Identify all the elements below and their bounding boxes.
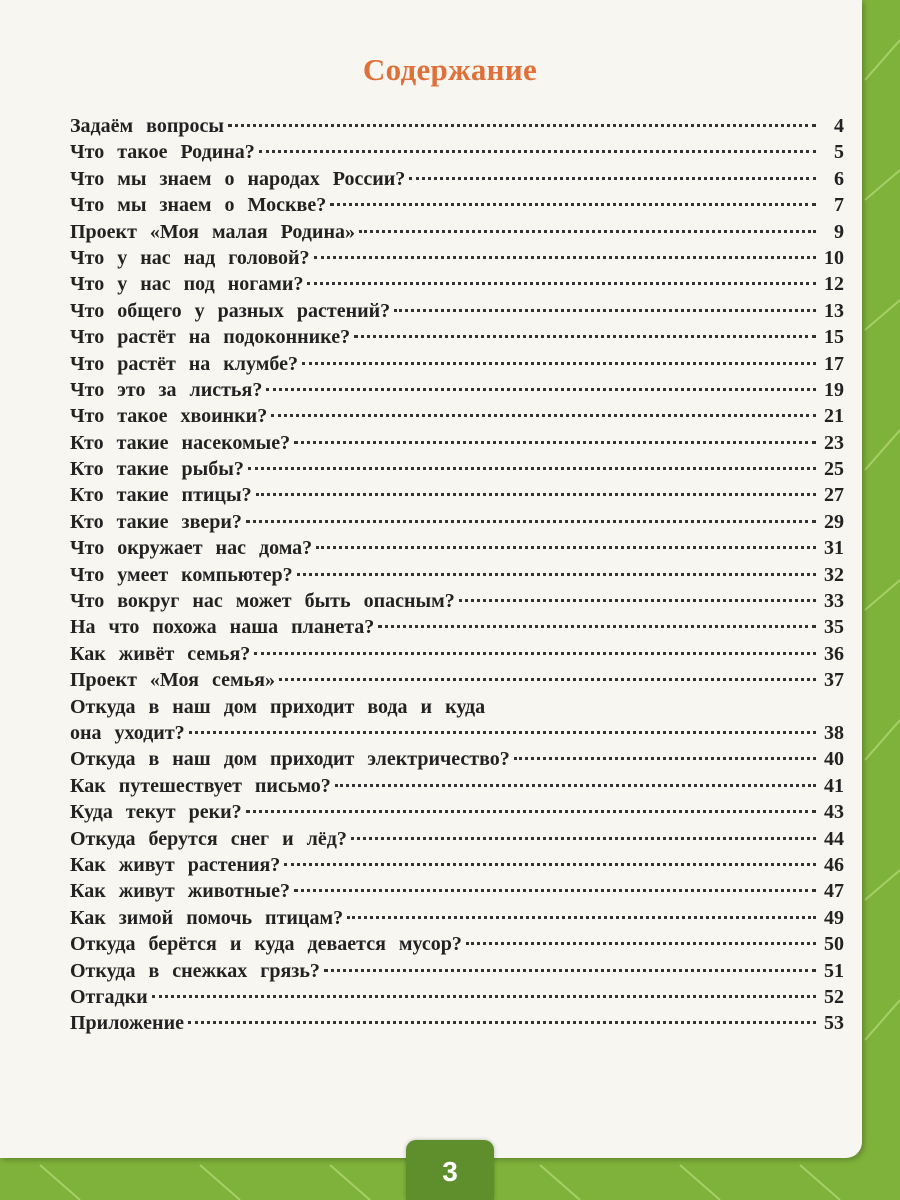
toc-entry-page: 21 <box>824 405 844 428</box>
toc-entry[interactable] <box>70 614 844 640</box>
dot-leader <box>188 1021 816 1024</box>
toc-entry-title: Что такое Родина? <box>70 141 255 164</box>
toc-entry[interactable] <box>70 271 844 297</box>
dot-leader <box>254 652 816 655</box>
toc-entry[interactable] <box>70 562 844 588</box>
toc-entry-page: 17 <box>824 352 844 375</box>
toc-entry-page: 50 <box>824 933 844 956</box>
toc-entry-title: Что общего у разных растений? <box>70 299 391 322</box>
toc-entry-page: 19 <box>824 378 844 401</box>
toc-entry-title: Откуда в наш дом приходит электричество? <box>70 748 510 771</box>
dot-leader <box>279 678 816 681</box>
toc-entry-page: 29 <box>824 510 844 533</box>
toc-entry-page: 32 <box>824 563 844 586</box>
toc-entry-page: 40 <box>824 748 844 771</box>
toc-entry-page: 10 <box>824 246 844 269</box>
toc-entry-title: Что мы знаем о народах России? <box>70 167 406 190</box>
toc-entry-page: 9 <box>834 220 844 243</box>
toc-entry-page: 49 <box>824 906 844 929</box>
toc-entry-page: 46 <box>824 853 844 876</box>
page-number-tab <box>406 1140 494 1200</box>
dot-leader <box>378 625 816 628</box>
dot-leader <box>316 546 816 549</box>
toc-entry[interactable] <box>70 694 844 747</box>
toc-entry-title: Приложение <box>70 1012 184 1035</box>
toc-entry-page: 13 <box>824 299 844 322</box>
toc-entry-page: 25 <box>824 458 844 481</box>
toc-entry-page: 44 <box>824 827 844 850</box>
toc-entry-title: Что у нас над головой? <box>70 246 310 269</box>
toc-entry-title: Как живут животные? <box>70 880 290 903</box>
toc-entry[interactable] <box>70 905 844 931</box>
toc-entry-page: 15 <box>824 326 844 349</box>
toc-entry-title: Как живёт семья? <box>70 642 251 665</box>
toc-entry[interactable] <box>70 667 844 693</box>
toc-entry-title: Откуда берутся снег и лёд? <box>70 827 347 850</box>
toc-entry[interactable] <box>70 509 844 535</box>
toc-entry-page: 43 <box>824 801 844 824</box>
toc-entry-title: Отгадки <box>70 985 148 1008</box>
toc-entry-title: Что растёт на подоконнике? <box>70 326 351 349</box>
toc-entry-title: Что умеет компьютер? <box>70 563 293 586</box>
toc-entry-title: Задаём вопросы <box>70 115 224 137</box>
toc-entry[interactable] <box>70 535 844 561</box>
toc-entry-title: На что похожа наша планета? <box>70 616 375 639</box>
dot-leader <box>351 837 816 840</box>
toc-entry-page: 35 <box>824 616 844 639</box>
page-title: Содержание <box>362 52 538 87</box>
toc-entry-page: 53 <box>824 1012 844 1035</box>
toc-entry[interactable] <box>70 878 844 904</box>
toc-entry[interactable] <box>70 192 844 218</box>
toc-entry[interactable] <box>70 799 844 825</box>
dot-leader <box>314 256 816 259</box>
toc-entry-title: Проект «Моя малая Родина» <box>70 220 355 243</box>
dot-leader <box>359 230 816 233</box>
toc-entry-page: 23 <box>824 431 844 454</box>
toc-entry-page: 47 <box>824 880 844 903</box>
toc-entry[interactable] <box>70 324 844 350</box>
toc-entry[interactable] <box>70 430 844 456</box>
dot-leader <box>459 599 816 602</box>
dot-leader <box>297 573 816 576</box>
dot-leader <box>256 493 816 496</box>
toc-entry[interactable] <box>70 219 844 245</box>
toc-entry-page: 38 <box>824 721 844 744</box>
dot-leader <box>246 810 816 813</box>
dot-leader <box>394 309 816 312</box>
toc-entry[interactable] <box>70 298 844 324</box>
dot-leader <box>330 203 816 206</box>
toc-entry[interactable] <box>70 641 844 667</box>
toc-entry-title: Что такое хвоинки? <box>70 405 268 428</box>
toc-entry-page: 6 <box>834 167 844 190</box>
toc-entry-title: Кто такие звери? <box>70 510 242 533</box>
dot-leader <box>514 757 816 760</box>
toc-entry-title: Кто такие рыбы? <box>70 458 244 481</box>
toc-entry-title: Что окружает нас дома? <box>70 537 313 560</box>
dot-leader <box>354 335 816 338</box>
toc-entry-page: 33 <box>824 590 844 613</box>
toc-entry-page: 12 <box>824 273 844 296</box>
toc-entry[interactable] <box>70 773 844 799</box>
toc-entry-page: 7 <box>834 194 844 217</box>
toc-entry-title: Как живут растения? <box>70 853 281 876</box>
dot-leader <box>266 388 816 391</box>
toc-entry[interactable] <box>70 351 844 377</box>
toc-entry-title: Проект «Моя семья» <box>70 669 275 692</box>
toc-entry[interactable] <box>70 166 844 192</box>
dot-leader <box>324 969 816 972</box>
toc-entry-title: Кто такие насекомые? <box>70 431 291 454</box>
dot-leader <box>248 467 816 470</box>
toc-entry[interactable] <box>70 931 844 957</box>
toc-entry[interactable] <box>70 456 844 482</box>
toc-entry[interactable] <box>70 958 844 984</box>
toc-entry-page: 27 <box>824 484 844 507</box>
toc-entry-title: Что у нас под ногами? <box>70 273 304 296</box>
dot-leader <box>307 282 816 285</box>
dot-leader <box>152 995 816 998</box>
toc-entry-title: Откуда в снежках грязь? <box>70 959 320 982</box>
toc-entry-title: Что это за листья? <box>70 378 263 401</box>
toc-entry[interactable] <box>70 852 844 878</box>
toc-entry-page: 4 <box>834 115 844 137</box>
dot-leader <box>271 414 816 417</box>
dot-leader <box>409 177 816 180</box>
dot-leader <box>246 520 816 523</box>
toc-entry[interactable] <box>70 746 844 772</box>
toc-entry-page: 31 <box>824 537 844 560</box>
dot-leader <box>347 916 816 919</box>
toc-entry-title-line2: она уходит? <box>70 721 185 744</box>
toc-entry[interactable] <box>70 984 844 1010</box>
toc-entry-title: Что вокруг нас может быть опасным? <box>70 590 455 613</box>
toc-entry-title: Куда текут реки? <box>70 801 242 824</box>
toc-entry-page: 51 <box>824 959 844 982</box>
table-of-contents <box>70 113 844 1037</box>
page-number: 3 <box>442 1156 458 1187</box>
dot-leader <box>284 863 816 866</box>
dot-leader <box>466 942 816 945</box>
toc-entry[interactable] <box>70 377 844 403</box>
toc-entry[interactable] <box>70 1010 844 1036</box>
toc-entry-title: Что растёт на клумбе? <box>70 352 299 375</box>
toc-entry-title-line1: Откуда в наш дом приходит вода и куда <box>70 695 486 718</box>
toc-entry-page: 41 <box>824 774 844 797</box>
dot-leader <box>294 889 816 892</box>
toc-entry-title: Откуда берётся и куда девается мусор? <box>70 933 462 956</box>
toc-entry-page: 37 <box>824 669 844 692</box>
toc-entry[interactable] <box>70 588 844 614</box>
toc-entry[interactable] <box>70 403 844 429</box>
toc-entry-title: Кто такие птицы? <box>70 484 252 507</box>
toc-entry-title: Как зимой помочь птицам? <box>70 906 344 929</box>
toc-entry[interactable] <box>70 826 844 852</box>
dot-leader <box>189 731 816 734</box>
toc-entry-page: 5 <box>834 141 844 164</box>
toc-entry-page: 36 <box>824 642 844 665</box>
toc-entry[interactable] <box>70 245 844 271</box>
toc-entry-page: 52 <box>824 985 844 1008</box>
toc-entry-title: Что мы знаем о Москве? <box>70 194 327 217</box>
dot-leader <box>335 784 816 787</box>
toc-entry-title: Как путешествует письмо? <box>70 774 331 797</box>
dot-leader <box>302 362 816 365</box>
dot-leader <box>259 150 816 153</box>
dot-leader <box>228 124 816 127</box>
toc-entry[interactable] <box>70 482 844 508</box>
toc-entry[interactable] <box>70 113 844 139</box>
dot-leader <box>294 441 816 444</box>
toc-entry[interactable] <box>70 139 844 165</box>
